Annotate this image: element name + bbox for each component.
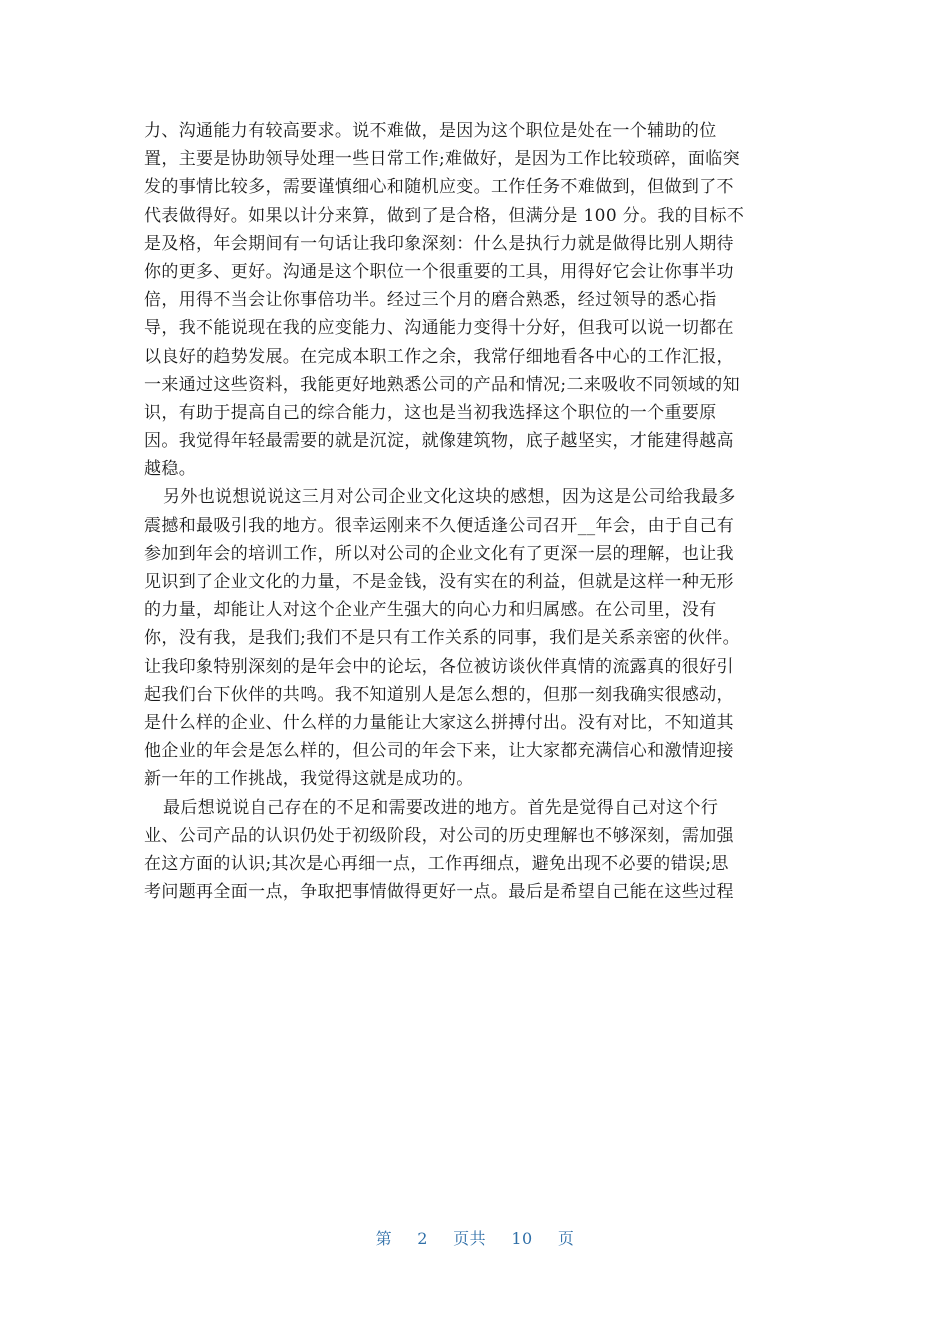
text-line: 你的更多、更好。沟通是这个职位一个很重要的工具，用得好它会让你事半功 — [144, 261, 734, 282]
text-line: 力、沟通能力有较高要求。说不难做，是因为这个职位是处在一个辅助的位 — [144, 121, 717, 141]
text-line: 倍，用得不当会让你事倍功半。经过三个月的磨合熟悉，经过领导的悉心指 — [144, 290, 717, 311]
text-line: 震撼和最吸引我的地方。很幸运刚来不久便适逢公司召开__年会，由于自己有 — [144, 515, 735, 536]
text-line: 一来通过这些资料，我能更好地熟悉公司的产品和情况;二来吸收不同领域的知 — [144, 374, 740, 395]
text-line: 识，有助于提高自己的综合能力，这也是当初我选择这个职位的一个重要原 — [144, 402, 717, 423]
text-line: 业、公司产品的认识仍处于初级阶段，对公司的历史理解也不够深刻，需加强 — [144, 825, 734, 846]
text-line: 越稳。 — [144, 459, 197, 480]
text-line: 置，主要是协助领导处理一些日常工作;难做好，是因为工作比较琐碎，面临突 — [144, 149, 740, 170]
text-line: 另外也说想说说这三月对公司企业文化这块的感想，因为这是公司给我最多 — [163, 487, 736, 508]
paragraph-2 — [144, 483, 806, 793]
text-line: 代表做得好。如果以计分来算，做到了是合格，但满分是 100 分。我的目标不 — [144, 205, 745, 226]
text-line: 因。我觉得年轻最需要的就是沉淀，就像建筑物，底子越坚实，才能建得越高 — [144, 431, 734, 452]
text-line: 最后想说说自己存在的不足和需要改进的地方。首先是觉得自己对这个行 — [163, 797, 719, 818]
text-line: 你，没有我，是我们;我们不是只有工作关系的同事，我们是关系亲密的伙伴。 — [144, 628, 740, 649]
text-line: 在这方面的认识;其次是心再细一点，工作再细点，避免出现不必要的错误;思 — [144, 853, 729, 874]
text-line: 他企业的年会是怎么样的，但公司的年会下来，让大家都充满信心和激情迎接 — [144, 741, 734, 762]
text-line: 见识到了企业文化的力量，不是金钱，没有实在的利益，但就是这样一种无形 — [144, 572, 734, 592]
text-line: 是什么样的企业、什么样的力量能让大家这么拼搏付出。没有对比，不知道其 — [144, 712, 734, 733]
total-pages-number: 10 — [511, 1229, 533, 1248]
text-line: 以良好的趋势发展。在完成本职工作之余，我常仔细地看各中心的工作汇报， — [144, 346, 734, 367]
document-body — [144, 117, 806, 906]
text-line: 新一年的工作挑战，我觉得这就是成功的。 — [144, 769, 474, 790]
page-label-prefix: 第 — [375, 1229, 393, 1248]
text-line: 的力量，却能让人对这个企业产生强大的向心力和归属感。在公司里，没有 — [144, 600, 717, 621]
text-line: 发的事情比较多，需要谨慎细心和随机应变。工作任务不难做到，但做到了不 — [144, 177, 734, 198]
text-line: 起我们台下伙伴的共鸣。我不知道别人是怎么想的，但那一刻我确实很感动， — [144, 684, 734, 705]
paragraph-3 — [144, 794, 806, 907]
text-line: 参加到年会的培训工作，所以对公司的企业文化有了更深一层的理解，也让我 — [144, 543, 734, 564]
page-label-middle: 页共 — [453, 1229, 487, 1248]
page-label-suffix: 页 — [557, 1229, 575, 1248]
text-line: 导，我不能说现在我的应变能力、沟通能力变得十分好，但我可以说一切都在 — [144, 318, 734, 339]
text-line: 考问题再全面一点，争取把事情做得更好一点。最后是希望自己能在这些过程 — [144, 882, 734, 903]
page-footer — [0, 1226, 950, 1249]
paragraph-1 — [144, 117, 806, 483]
text-line: 是及格，年会期间有一句话让我印象深刻：什么是执行力就是做得比别人期待 — [144, 233, 734, 254]
text-line: 让我印象特别深刻的是年会中的论坛，各位被访谈伙伴真情的流露真的很好引 — [144, 656, 734, 677]
current-page-number: 2 — [417, 1229, 428, 1248]
